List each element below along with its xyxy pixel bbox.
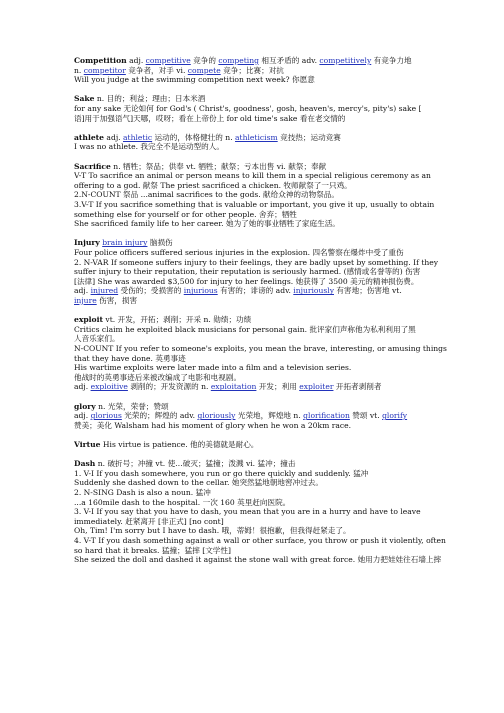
- entry-text: Four police officers suffered serious injuries in the explosion. 四名警察在爆炸中受了重伤: [74, 248, 404, 257]
- entry-line: [74, 56, 464, 66]
- headword: Injury: [74, 238, 100, 248]
- entry-text: Will you judge at the swimming competition next week? 你愿意: [74, 75, 315, 85]
- headword: exploit: [74, 315, 104, 325]
- word-link[interactable]: injure: [74, 296, 97, 305]
- entry-line: [74, 114, 464, 124]
- headword: athlete: [74, 132, 105, 142]
- entry-text: n. 破折号；冲撞 vt. 使…破灭；猛撞；泼溅 vi. 猛冲；撞击: [95, 459, 296, 469]
- entry-text: Critics claim he exploited black musicians for personal gain. 批评家们声称他为私利利用了黑: [74, 324, 416, 334]
- entry-text: 竞争；比赛；对抗: [220, 65, 284, 75]
- entry-text: She seized the doll and dashed it against the stone wall with great force. 她用力把娃娃往石墙上摔: [74, 555, 442, 565]
- entry-text: 4. V-T If you dash something against a wall or other surface, you throw or push it violently, often: [74, 536, 446, 545]
- entry-text: adj.: [126, 56, 146, 65]
- entry-line: [74, 171, 464, 181]
- entry-line: [74, 267, 464, 277]
- entry-line: [74, 238, 464, 248]
- word-link[interactable]: athletic: [123, 132, 153, 142]
- entry-text: offering to a god. 献祭 The priest sacrificed a chicken. 牧师献祭了一只鸡。: [74, 180, 352, 190]
- entry-text: for any sake 无论如何 for God's ( Christ's, goodness', gosh, heaven's, mercy's, pity's) sake [: [74, 104, 422, 113]
- entry-line: [74, 248, 464, 258]
- word-link[interactable]: exploiter: [299, 382, 334, 392]
- entry-text: n.: [74, 65, 84, 75]
- entry-line: [74, 469, 464, 479]
- entry-text: n. 牺牲；祭品；供奉 vt. 牺牲；献祭；亏本出售 vi. 献祭；奉献: [110, 161, 327, 171]
- entry-text: 3.V-T If you sacrifice something that is valuable or important, you give it up, usually to obtain: [74, 200, 435, 209]
- entry-line: [74, 440, 464, 450]
- entry-text: adj.: [74, 286, 91, 296]
- entry-line: [74, 546, 464, 556]
- entry-line: [74, 354, 464, 364]
- entry-line: [74, 421, 464, 431]
- word-link[interactable]: glorification: [303, 411, 350, 421]
- entry-text: Suddenly she dashed down to the cellar. 她突然猛地朝地窖冲过去。: [74, 478, 323, 488]
- entry-text: 有竞争力地: [371, 56, 412, 65]
- entry-text: Oh, Tim! I'm sorry but I have to dash. 哦，蒂姆！很抱歉，但我得赶紧走了。: [74, 526, 351, 536]
- entry-line: [74, 536, 464, 546]
- entry-line: [74, 162, 464, 172]
- entry-text: 语]用于加强语气]天哪，哎呀；看在上帝份上 for old time's sake 看在老交情的: [74, 113, 346, 123]
- entry-text: 开发；利用: [256, 382, 300, 392]
- entry-line: [74, 296, 464, 306]
- entry-text: vt. 开发，开拓；剥削；开采 n. 勋绩；功绩: [103, 315, 252, 325]
- entry-line: [74, 373, 464, 383]
- entry-line: [74, 142, 464, 152]
- entry-text: 人音乐家们。: [74, 334, 120, 344]
- entry-line: [74, 555, 464, 565]
- entry-line: [74, 133, 464, 143]
- entry-line: [74, 258, 464, 268]
- entry-text: so hard that it breaks. 猛撞；猛摔 [文学性]: [74, 545, 231, 555]
- entry-text: 光荣的；辉煌的 adv.: [121, 411, 198, 421]
- entry-line: [74, 402, 464, 412]
- entry-text: His wartime exploits were later made into a film and a television series.: [74, 363, 352, 373]
- entry-text: His virtue is patience. 他的美德就是耐心。: [100, 440, 259, 449]
- word-link[interactable]: injured: [90, 286, 119, 296]
- entry-text: 竞争的: [190, 56, 219, 65]
- entry-text: immediately. 赶紧离开 [非正式] [no cont]: [74, 516, 224, 526]
- word-link[interactable]: compete: [187, 65, 221, 75]
- entry-line: [74, 94, 464, 104]
- entry-line: [74, 478, 464, 488]
- entry-text: 受伤的；受损害的: [118, 286, 184, 296]
- word-link[interactable]: athleticism: [235, 132, 278, 142]
- entry-line: [74, 334, 464, 344]
- entry-text: 剥削的；开发资源的 n.: [127, 382, 211, 392]
- entry-text: 竞技热；运动竞赛: [277, 132, 341, 142]
- entry-text: 3. V-I If you say that you have to dash, you mean that you are in a hurry and have to leave: [74, 507, 421, 517]
- entry-text: ...a 160mile dash to the hospital. 一次 160 英里赶向医院。: [74, 497, 291, 507]
- entry-text: adj.: [104, 132, 123, 142]
- entry-line: [74, 498, 464, 508]
- entry-text: 竞争者，对手 vi.: [125, 65, 188, 75]
- headword: Virtue: [74, 440, 101, 449]
- entry-text: 光荣地，辉煌地 n.: [235, 411, 304, 421]
- entry-text: adj.: [74, 382, 91, 392]
- entry-text: adj.: [74, 411, 91, 421]
- entry-line: [74, 517, 464, 527]
- entry-text: 伤害，损害: [96, 296, 138, 305]
- entry-text: 相互矛盾的 adv.: [259, 56, 320, 65]
- word-link[interactable]: injuriously: [293, 286, 334, 296]
- entry-line: [74, 277, 464, 287]
- entry-text: 2.N-COUNT 祭品 ...animal sacrifices to the gods. 献给众神的动物祭品。: [74, 190, 339, 200]
- word-link[interactable]: competitor: [83, 65, 126, 75]
- word-link[interactable]: injurious: [183, 286, 218, 296]
- entry-text: 有害地；伤害地 vt.: [334, 286, 402, 296]
- headword: Dash: [74, 459, 96, 469]
- entry-text: 开拓者剥削者: [333, 382, 382, 392]
- entry-text: 赞美；美化 Walsham had his moment of glory when he won a 20km race.: [74, 420, 352, 430]
- entry-line: [74, 315, 464, 325]
- entry-text: 2. N-SING Dash is also a noun. 猛冲: [74, 488, 211, 497]
- word-link[interactable]: exploitation: [210, 382, 257, 392]
- entry-text: I was no athlete. 我完全不是运动型的人。: [74, 142, 224, 152]
- entry-line: [74, 200, 464, 210]
- entry-text: something else for yourself or for other people. 舍弃；牺牲: [74, 209, 297, 219]
- entry-text: that they have done. 英勇事迹: [74, 353, 186, 363]
- entry-line: [74, 411, 464, 421]
- word-link[interactable]: exploitive: [90, 382, 128, 392]
- entry-text: n. 光荣，荣誉；赞颂: [95, 401, 169, 411]
- word-link[interactable]: brain injury: [102, 238, 148, 248]
- entry-line: [74, 363, 464, 373]
- entry-line: [74, 325, 464, 335]
- word-link[interactable]: gloriously: [197, 411, 236, 421]
- entry-line: [74, 507, 464, 517]
- entry-line: [74, 75, 464, 85]
- entry-text: n. 目的；利益；理由；日本米酒: [94, 94, 206, 104]
- entry-text: 有害的；诽谤的 adv.: [217, 286, 294, 296]
- entry-line: [74, 286, 464, 296]
- entry-line: [74, 210, 464, 220]
- entry-line: [74, 104, 464, 114]
- word-link[interactable]: competitively: [319, 56, 372, 65]
- word-link[interactable]: glorious: [90, 411, 122, 421]
- headword: Competition: [74, 56, 127, 65]
- word-link[interactable]: competing: [218, 56, 259, 65]
- entry-text: 运动的，体格健壮的 n.: [152, 132, 236, 142]
- entry-text: N-COUNT If you refer to someone's exploits, you mean the brave, interesting, or amusing things: [74, 344, 447, 353]
- headword: Sacrifice: [74, 161, 111, 171]
- entry-text: [法律] She was awarded $3,500 for injury to her feelings. 她获得了 3500 美元的精神损伤费。: [74, 276, 419, 286]
- entry-line: [74, 219, 464, 229]
- word-link[interactable]: competitive: [145, 56, 191, 65]
- entry-text: suffer injury to their reputation, their reputation is seriously harmed. (感情或名誉等的) 伤害: [74, 267, 421, 277]
- entry-line: [74, 344, 464, 354]
- entry-line: [74, 488, 464, 498]
- headword: Sake: [74, 94, 95, 104]
- entry-text: 2. N-VAR If someone suffers injury to their feelings, they are badly upset by something. If they: [74, 257, 439, 267]
- entry-text: V-T To sacrifice an animal or person means to kill them in a special religious ceremony as an: [74, 171, 431, 181]
- entry-line: [74, 459, 464, 469]
- word-link[interactable]: glorify: [382, 411, 408, 421]
- headword: glory: [74, 401, 96, 411]
- entry-text: 脑损伤: [147, 238, 173, 248]
- entry-text: She sacrificed family life to her career. 她为了她的事业牺牲了家庭生活。: [74, 219, 340, 229]
- entry-line: [74, 190, 464, 200]
- entry-text: 赞颂 vt.: [349, 411, 383, 421]
- entry-text: 他战时的英勇事迹后来被改编成了电影和电视剧。: [74, 372, 242, 382]
- entry-text: 1. V-I If you dash somewhere, you run or go there quickly and suddenly. 猛冲: [74, 468, 369, 478]
- entry-line: [74, 181, 464, 191]
- entry-line: [74, 526, 464, 536]
- entry-line: [74, 66, 464, 76]
- entry-line: [74, 382, 464, 392]
